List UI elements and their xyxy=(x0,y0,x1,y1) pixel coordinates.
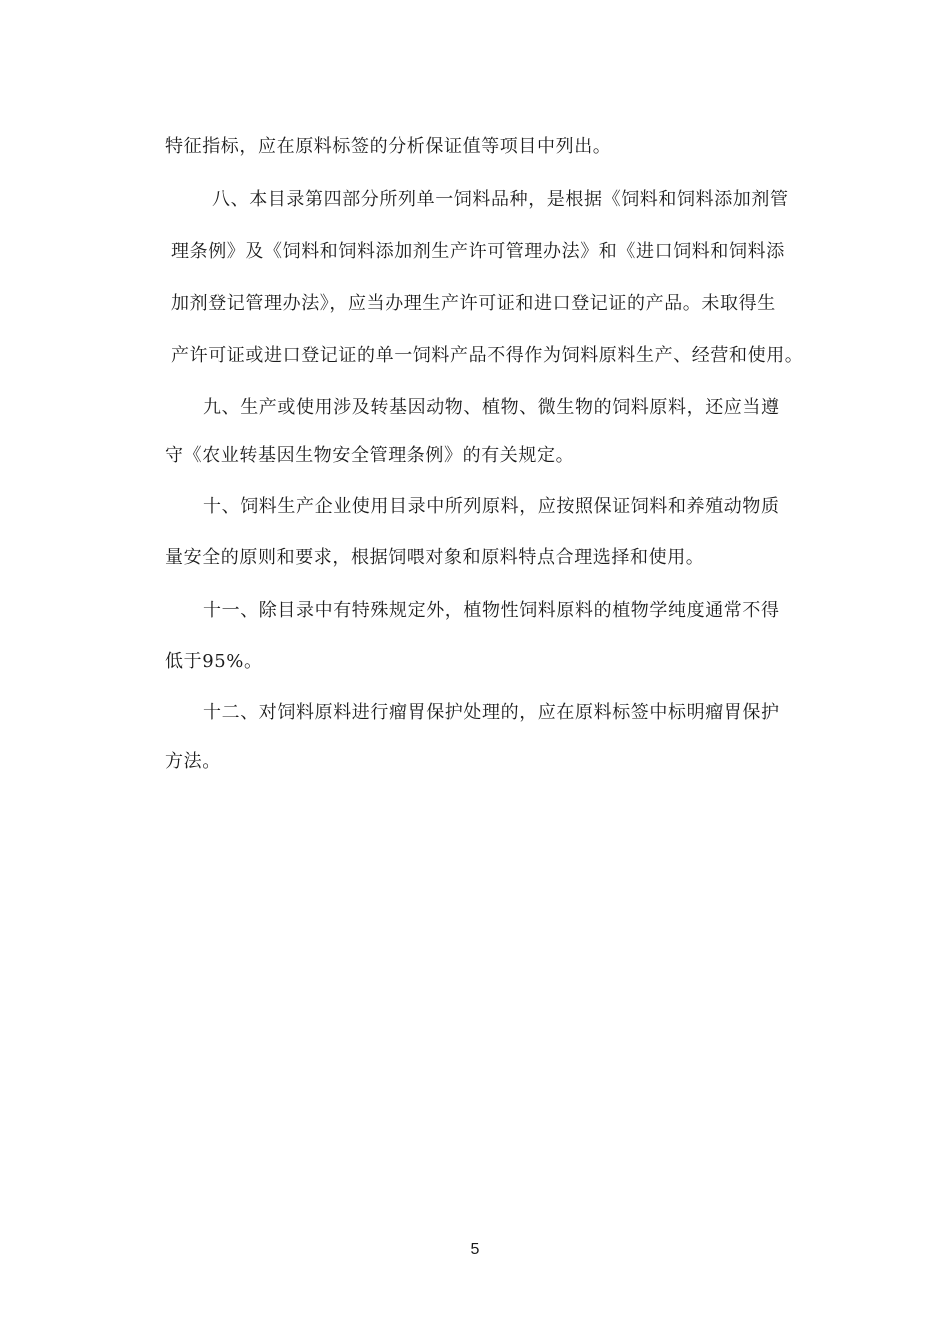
page-number: 5 xyxy=(470,1241,480,1258)
paragraph-10-line-2: 量安全的原则和要求，根据饲喂对象和原料特点合理选择和使用。 xyxy=(165,547,705,568)
paragraph-11-line-2: 低于95%。 xyxy=(165,651,263,672)
paragraph-12-line-2: 方法。 xyxy=(165,751,221,772)
paragraph-8-line-1: 八、本目录第四部分所列单一饲料品种，是根据《饲料和饲料添加剂管 xyxy=(212,189,789,210)
paragraph-8-line-4: 产许可证或进口登记证的单一饲料产品不得作为饲料原料生产、经营和使用。 xyxy=(171,345,804,366)
paragraph-8-line-3: 加剂登记管理办法》，应当办理生产许可证和进口登记证的产品。未取得生 xyxy=(171,293,776,314)
paragraph-7-line-2: 特征指标，应在原料标签的分析保证值等项目中列出。 xyxy=(165,136,612,157)
paragraph-9-line-1: 九、生产或使用涉及转基因动物、植物、微生物的饲料原料，还应当遵 xyxy=(203,397,780,418)
paragraph-12-line-1: 十二、对饲料原料进行瘤胃保护处理的，应在原料标签中标明瘤胃保护 xyxy=(203,702,780,723)
paragraph-10-line-1: 十、饲料生产企业使用目录中所列原料，应按照保证饲料和养殖动物质 xyxy=(203,496,780,517)
paragraph-9-line-2: 守《农业转基因生物安全管理条例》的有关规定。 xyxy=(165,445,575,466)
paragraph-8-line-2: 理条例》及《饲料和饲料添加剂生产许可管理办法》和《进口饲料和饲料添 xyxy=(171,241,785,262)
paragraph-11-line-1: 十一、除目录中有特殊规定外，植物性饲料原料的植物学纯度通常不得 xyxy=(203,600,780,621)
